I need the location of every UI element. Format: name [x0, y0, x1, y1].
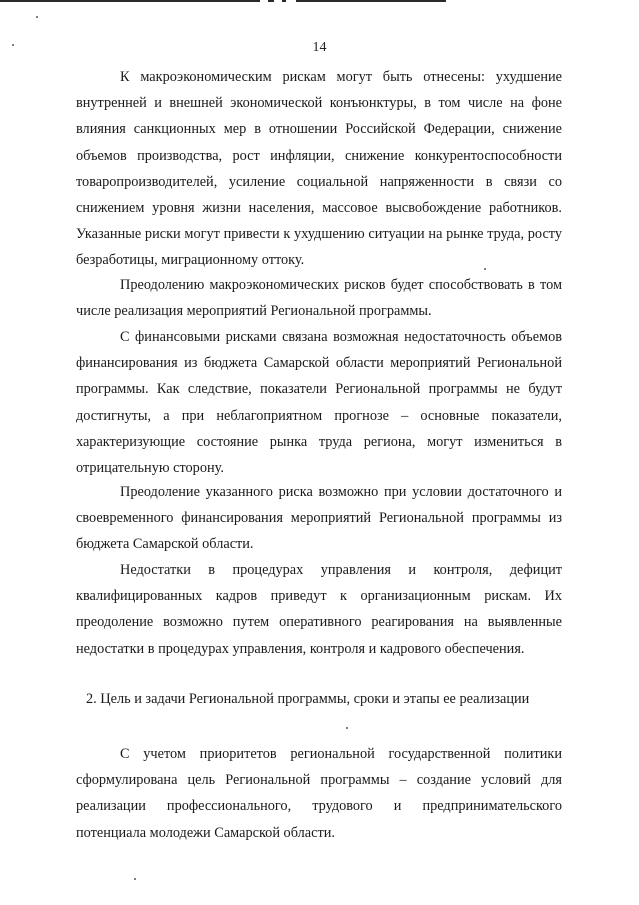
scan-edge-artifact [0, 0, 639, 6]
paragraph-overcoming-financial-risk: Преодоление указанного риска возможно при условии достаточного и своевременного финансирования мероприятий Региональной программы из бюджета Самарской области. [76, 484, 562, 553]
paragraph-financial-risks: С финансовыми рисками связана возможная недостаточность объемов финансирования из бюджета Самарской области мероприятий Региональной программы. Как следствие, показатели Региональной программы не будут достигнуты, а при неблагоприятном прогнозе – основные показатели, характеризующие состояние рынка труда региона, могут измениться в отрицательную сторону. [76, 329, 562, 477]
scan-speck [484, 268, 486, 270]
page-number: 14 [312, 40, 327, 55]
scan-speck [134, 878, 136, 880]
scan-speck [346, 727, 348, 729]
paragraph-overcoming-macro-risks: Преодолению макроэкономических рисков будет способствовать в том числе реализация мероприятий Региональной программы. [76, 277, 562, 320]
paragraph-macroeconomic-risks: К макроэкономическим рискам могут быть отнесены: ухудшение внутренней и внешней экономической конъюнктуры, в том числе на фоне влияния санкционных мер в отношении Российской Федерации, снижение объемов производства, рост инфляции, снижение конкурентоспособности товаропроизводителей, усиление социальной напряженности в связи со снижением уровня жизни населения, массовое высвобождение работников. Указанные риски могут привести к ухудшению ситуации на рынке труда, росту безработицы, миграционному оттоку. [76, 69, 562, 269]
scan-speck [36, 16, 38, 18]
paragraph-program-goal: С учетом приоритетов региональной государственной политики сформулирована цель Региональной программы – создание условий для реализации профессионального, трудового и предпринимательского потенциала молодежи Самарской области. [76, 746, 562, 841]
scan-speck [12, 44, 14, 46]
section-heading: 2. Цель и задачи Региональной программы, сроки и этапы ее реализации [86, 691, 530, 707]
paragraph-organizational-risks: Недостатки в процедурах управления и контроля, дефицит квалифицированных кадров приведут к организационным рискам. Их преодоление возможно путем оперативного реагирования на выявленные недостатки в процедурах управления, контроля и кадрового обеспечения. [76, 562, 562, 657]
